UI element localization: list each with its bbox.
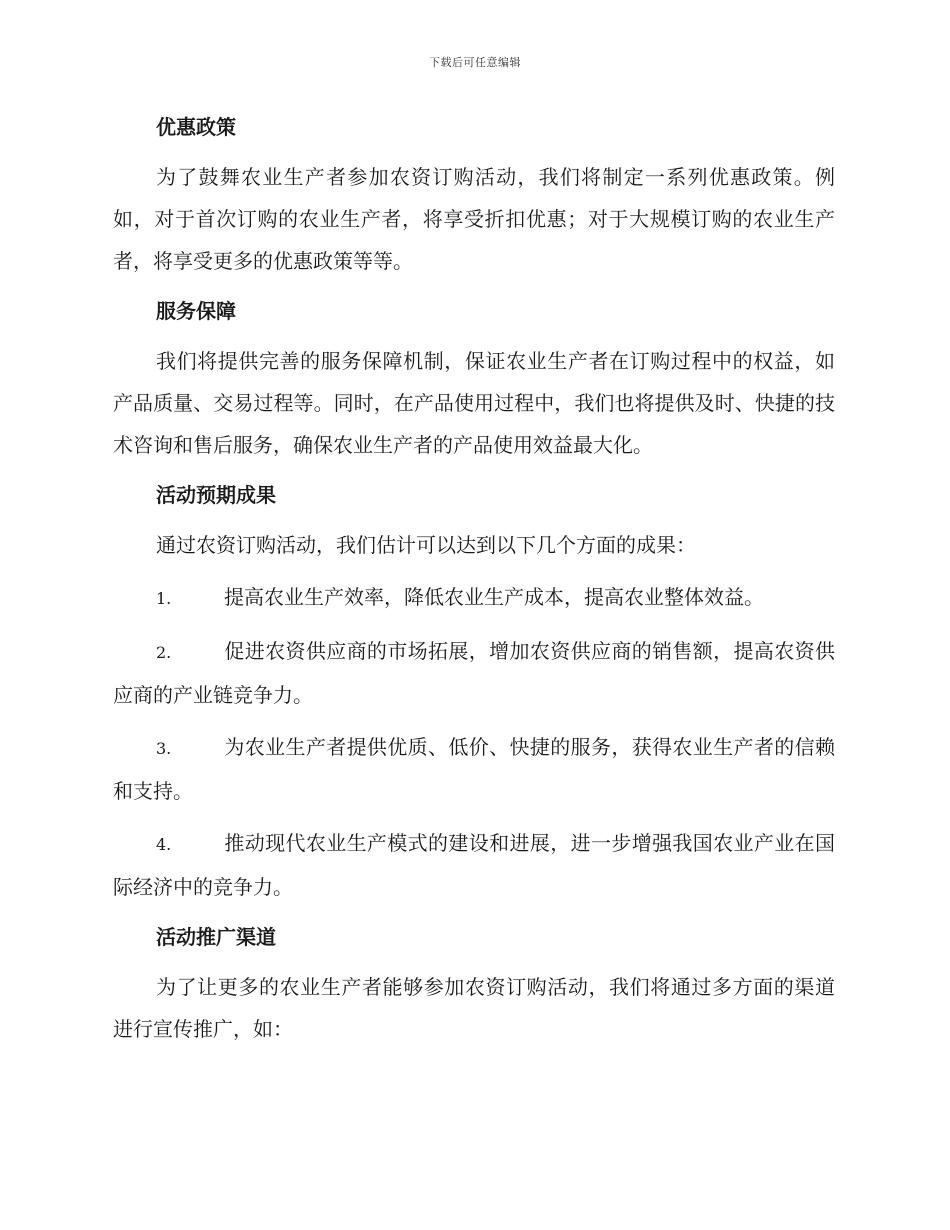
list-number: 2. xyxy=(156,643,172,662)
list-text: 促进农资供应商的市场拓展，增加农资供应商的销售额，提高农资供应商的产业链竞争力。 xyxy=(113,639,835,707)
section-body-promotion: 为了让更多的农业生产者能够参加农资订购活动，我们将通过多方面的渠道进行宣传推广，如： xyxy=(113,975,835,1041)
section-heading-service: 服务保障 xyxy=(156,299,236,323)
section-body-service: 我们将提供完善的服务保障机制，保证农业生产者在订购过程中的权益，如产品质量、交易过程等。同时，在产品使用过程中，我们也将提供及时、快捷的技术咨询和售后服务，确保农业生产者的产品使用效益最大化。 xyxy=(113,349,835,457)
section-intro-results: 通过农资订购活动，我们估计可以达到以下几个方面的成果： xyxy=(156,533,696,557)
section-heading-discount: 优惠政策 xyxy=(156,115,236,139)
list-number: 1. xyxy=(156,589,172,608)
list-item xyxy=(113,576,835,620)
list-number: 4. xyxy=(156,835,172,854)
list-item xyxy=(113,726,835,812)
document-content xyxy=(113,108,835,1050)
list-text: 推动现代农业生产模式的建设和进展，进一步增强我国农业产业在国际经济中的竞争力。 xyxy=(113,831,835,899)
list-number: 3. xyxy=(156,739,172,758)
section-heading-results: 活动预期成果 xyxy=(156,483,276,507)
section-body-discount: 为了鼓舞农业生产者参加农资订购活动，我们将制定一系列优惠政策。例如，对于首次订购的农业生产者，将享受折扣优惠；对于大规模订购的农业生产者，将享受更多的优惠政策等等。 xyxy=(113,165,835,273)
list-item xyxy=(113,630,835,716)
list-text: 提高农业生产效率，降低农业生产成本，提高农业整体效益。 xyxy=(224,585,764,609)
list-item xyxy=(113,822,835,908)
header-note: 下载后可任意编辑 xyxy=(429,56,521,69)
section-heading-promotion: 活动推广渠道 xyxy=(156,925,276,949)
list-text: 为农业生产者提供优质、低价、快捷的服务，获得农业生产者的信赖和支持。 xyxy=(113,735,835,803)
